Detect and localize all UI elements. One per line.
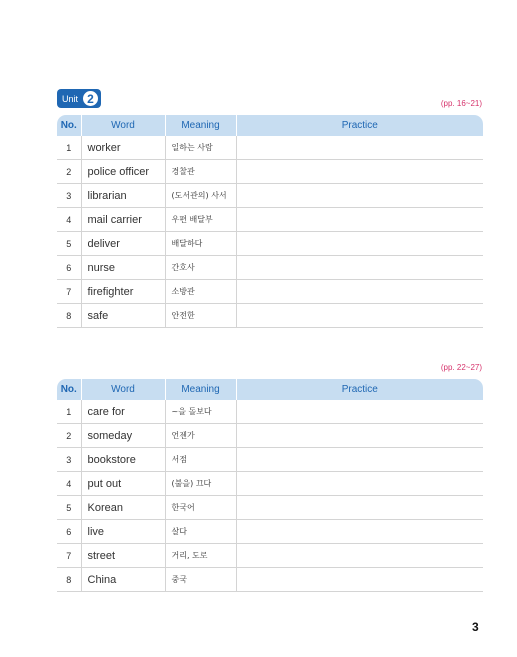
table-row bbox=[57, 424, 483, 448]
practice-cell[interactable] bbox=[236, 544, 483, 568]
table-row bbox=[57, 136, 483, 160]
row-number: 8 bbox=[57, 568, 81, 592]
row-number: 7 bbox=[57, 280, 81, 304]
word-cell: bookstore bbox=[81, 448, 165, 472]
practice-cell[interactable] bbox=[236, 568, 483, 592]
row-number: 8 bbox=[57, 304, 81, 328]
meaning-cell: 배달하다 bbox=[165, 232, 236, 256]
unit-badge bbox=[57, 89, 101, 108]
row-number: 4 bbox=[57, 472, 81, 496]
header-word: Word bbox=[81, 379, 165, 400]
table-row bbox=[57, 520, 483, 544]
table-header-row bbox=[57, 115, 483, 136]
row-number: 2 bbox=[57, 160, 81, 184]
header-no: No. bbox=[57, 115, 81, 136]
row-number: 7 bbox=[57, 544, 81, 568]
word-cell: someday bbox=[81, 424, 165, 448]
meaning-cell: (불을) 끄다 bbox=[165, 472, 236, 496]
unit-number: 2 bbox=[83, 91, 98, 106]
row-number: 3 bbox=[57, 448, 81, 472]
table-row bbox=[57, 208, 483, 232]
row-number: 6 bbox=[57, 256, 81, 280]
practice-cell[interactable] bbox=[236, 160, 483, 184]
practice-cell[interactable] bbox=[236, 256, 483, 280]
word-cell: live bbox=[81, 520, 165, 544]
page-reference-1: (pp. 16~21) bbox=[440, 99, 482, 108]
unit-label: Unit bbox=[62, 93, 79, 104]
table-row bbox=[57, 184, 483, 208]
table-row bbox=[57, 448, 483, 472]
practice-cell[interactable] bbox=[236, 448, 483, 472]
word-cell: mail carrier bbox=[81, 208, 165, 232]
meaning-cell: 언젠가 bbox=[165, 424, 236, 448]
row-number: 5 bbox=[57, 232, 81, 256]
practice-cell[interactable] bbox=[236, 232, 483, 256]
meaning-cell: 거리, 도로 bbox=[165, 544, 236, 568]
table-row bbox=[57, 232, 483, 256]
row-number: 5 bbox=[57, 496, 81, 520]
word-cell: police officer bbox=[81, 160, 165, 184]
meaning-cell: 일하는 사람 bbox=[165, 136, 236, 160]
practice-cell[interactable] bbox=[236, 208, 483, 232]
practice-cell[interactable] bbox=[236, 520, 483, 544]
word-cell: librarian bbox=[81, 184, 165, 208]
table-row bbox=[57, 280, 483, 304]
meaning-cell: 중국 bbox=[165, 568, 236, 592]
row-number: 3 bbox=[57, 184, 81, 208]
word-cell: deliver bbox=[81, 232, 165, 256]
word-cell: worker bbox=[81, 136, 165, 160]
meaning-cell: ~을 돌보다 bbox=[165, 400, 236, 424]
meaning-cell: 안전한 bbox=[165, 304, 236, 328]
meaning-cell: 우편 배달부 bbox=[165, 208, 236, 232]
word-cell: safe bbox=[81, 304, 165, 328]
word-cell: China bbox=[81, 568, 165, 592]
word-cell: nurse bbox=[81, 256, 165, 280]
meaning-cell: (도서관의) 사서 bbox=[165, 184, 236, 208]
practice-cell[interactable] bbox=[236, 280, 483, 304]
meaning-cell: 살다 bbox=[165, 520, 236, 544]
meaning-cell: 서점 bbox=[165, 448, 236, 472]
page-reference-2: (pp. 22~27) bbox=[440, 363, 482, 372]
vocab-table-2 bbox=[57, 379, 483, 592]
meaning-cell: 간호사 bbox=[165, 256, 236, 280]
table-row bbox=[57, 304, 483, 328]
row-number: 1 bbox=[57, 400, 81, 424]
header-no: No. bbox=[57, 379, 81, 400]
header-word: Word bbox=[81, 115, 165, 136]
row-number: 6 bbox=[57, 520, 81, 544]
word-cell: Korean bbox=[81, 496, 165, 520]
word-cell: firefighter bbox=[81, 280, 165, 304]
practice-cell[interactable] bbox=[236, 400, 483, 424]
page-number: 3 bbox=[472, 620, 479, 634]
meaning-cell: 소방관 bbox=[165, 280, 236, 304]
table-row bbox=[57, 160, 483, 184]
practice-cell[interactable] bbox=[236, 184, 483, 208]
vocab-table-1 bbox=[57, 115, 483, 328]
practice-cell[interactable] bbox=[236, 496, 483, 520]
header-meaning: Meaning bbox=[165, 379, 236, 400]
table-header-row bbox=[57, 379, 483, 400]
table-row bbox=[57, 568, 483, 592]
table-row bbox=[57, 400, 483, 424]
word-cell: put out bbox=[81, 472, 165, 496]
word-cell: care for bbox=[81, 400, 165, 424]
table-row bbox=[57, 544, 483, 568]
practice-cell[interactable] bbox=[236, 472, 483, 496]
header-practice: Practice bbox=[236, 379, 483, 400]
row-number: 1 bbox=[57, 136, 81, 160]
row-number: 2 bbox=[57, 424, 81, 448]
practice-cell[interactable] bbox=[236, 424, 483, 448]
table-row bbox=[57, 256, 483, 280]
practice-cell[interactable] bbox=[236, 304, 483, 328]
word-cell: street bbox=[81, 544, 165, 568]
table-row bbox=[57, 496, 483, 520]
table-row bbox=[57, 472, 483, 496]
header-practice: Practice bbox=[236, 115, 483, 136]
header-meaning: Meaning bbox=[165, 115, 236, 136]
row-number: 4 bbox=[57, 208, 81, 232]
practice-cell[interactable] bbox=[236, 136, 483, 160]
meaning-cell: 한국어 bbox=[165, 496, 236, 520]
meaning-cell: 경찰관 bbox=[165, 160, 236, 184]
